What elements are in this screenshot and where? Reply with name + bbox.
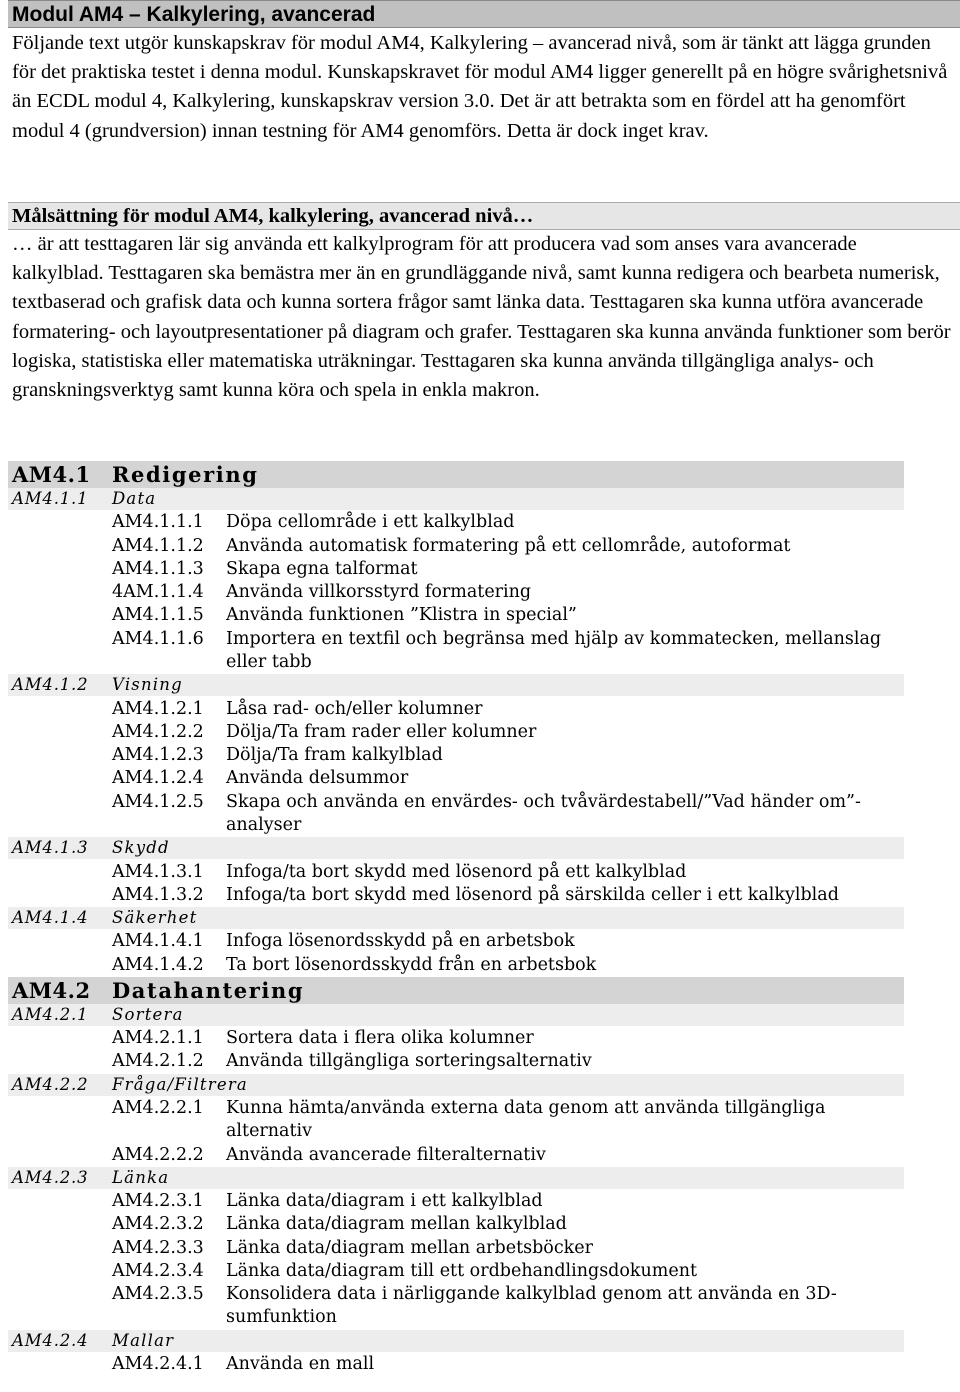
item-code: AM4.1.3.1: [112, 861, 204, 882]
item-code: AM4.2.3.1: [112, 1191, 204, 1211]
item-code: AM4.1.1.5: [112, 605, 204, 626]
section-name: Datahantering: [112, 977, 305, 1003]
subsection-heading: [8, 907, 904, 929]
sub-name: Visning: [112, 675, 183, 695]
sub-name: Mallar: [112, 1330, 175, 1350]
item-name: Använda avancerade filteralternativ: [226, 1144, 546, 1165]
goal-paragraph: … är att testtagaren lär sig använda ett kalkylprogram för att producera vad som anses vara avancerade kalkylblad. Testtagaren ska bemästra mer än en grundläggande nivå, samt kunna redigera och bearbeta numerisk, textbaserad och grafisk data och kunna sortera frågor samt länka data. Testtagaren ska kunna utföra avancerade formatering- och layoutpresentationer på diagram och grafer. Testtagaren ska kunna använda funktioner som berör logiska, statistiska eller matematiska uträkningar. Testtagaren ska kunna använda tillgängliga analys- och granskningsverktyg samt kunna köra och spela in enkla makron.: [12, 233, 951, 402]
subsection-heading: [8, 1167, 904, 1189]
item-name: Dölja/Ta fram rader eller kolumner: [226, 721, 537, 742]
item-name: Infoga lösenordsskydd på en arbetsbok: [226, 931, 575, 952]
item-name: Använda funktionen ”Klistra in special”: [226, 605, 577, 626]
item-name: Använda automatisk formatering på ett cellområde, autoformat: [226, 535, 791, 556]
item-name: Skapa och använda en envärdes- och tvåvärdestabell/”Vad händer om”-analyser: [226, 791, 861, 835]
item-code: AM4.2.3.5: [112, 1284, 204, 1305]
item-code: AM4.2.2.1: [112, 1097, 204, 1118]
item-code: AM4.2.3.3: [112, 1237, 204, 1258]
item-code: AM4.1.1.3: [112, 558, 204, 579]
item-name: Döpa cellområde i ett kalkylblad: [226, 512, 515, 533]
sub-name: Sortera: [112, 1004, 184, 1024]
item-name: Länka data/diagram till ett ordbehandlingsdokument: [226, 1260, 698, 1281]
subsection-heading: [8, 1074, 904, 1096]
item-name: Länka data/diagram mellan arbetsböcker: [226, 1237, 593, 1258]
item-name: Konsolidera data i närliggande kalkylblad genom att använda en 3D-sumfunktion: [226, 1284, 837, 1328]
section-name: Redigering: [112, 462, 259, 487]
section-code: AM4.2: [12, 977, 91, 1003]
subsection-heading: [8, 1330, 904, 1352]
item-code: AM4.2.1.2: [112, 1051, 204, 1072]
item-name: Skapa egna talformat: [226, 558, 418, 579]
item-code: AM4.2.1.1: [112, 1028, 204, 1049]
item-name: Sortera data i flera olika kolumner: [226, 1028, 534, 1049]
item-name: Infoga/ta bort skydd med lösenord på särskilda celler i ett kalkylblad: [226, 884, 839, 905]
item-name: Länka data/diagram mellan kalkylblad: [226, 1214, 567, 1235]
section-heading: [8, 977, 904, 1004]
sub-code: AM4.1.1: [12, 489, 89, 508]
sub-code: AM4.1.3: [12, 838, 89, 858]
sub-name: Säkerhet: [112, 908, 198, 928]
item-code: AM4.1.2.4: [112, 768, 204, 789]
item-name: Länka data/diagram i ett kalkylblad: [226, 1191, 543, 1211]
item-name: Använda villkorsstyrd formatering: [226, 582, 532, 603]
item-code: AM4.1.2.2: [112, 721, 204, 742]
sub-code: AM4.1.2: [12, 675, 89, 695]
item-name: Infoga/ta bort skydd med lösenord på ett kalkylblad: [226, 861, 687, 882]
item-code: AM4.1.4.2: [112, 954, 204, 975]
sub-code: AM4.1.4: [12, 908, 89, 928]
item-code: AM4.1.4.1: [112, 931, 204, 952]
item-name: Kunna hämta/använda externa data genom att använda tillgängliga alternativ: [226, 1097, 826, 1142]
sub-code: AM4.2.2: [12, 1074, 89, 1094]
item-name: Använda delsummor: [226, 768, 409, 789]
item-code: AM4.1.1.6: [112, 628, 204, 649]
item-name: Låsa rad- och/eller kolumner: [226, 698, 483, 719]
subsection-heading: [8, 837, 904, 859]
sub-code: AM4.2.1: [12, 1004, 89, 1024]
item-name: Dölja/Ta fram kalkylblad: [226, 745, 443, 766]
sub-name: Länka: [112, 1167, 170, 1187]
item-name: Använda tillgängliga sorteringsalternativ: [226, 1051, 592, 1072]
subsection-heading: [8, 488, 904, 510]
item-code: AM4.2.3.2: [112, 1214, 204, 1235]
sub-code: AM4.2.4: [12, 1330, 89, 1350]
goal-heading: Målsättning för modul AM4, kalkylering, avancerad nivå…: [8, 202, 960, 230]
sub-name: Data: [112, 489, 157, 508]
subsection-heading: [8, 674, 904, 696]
item-code: 4AM.1.1.4: [112, 582, 204, 603]
item-code: AM4.1.1.1: [112, 512, 204, 533]
item-name: Använda en mall: [226, 1354, 375, 1374]
sub-code: AM4.2.3: [12, 1167, 89, 1187]
item-code: AM4.1.2.1: [112, 698, 204, 719]
item-code: AM4.1.3.2: [112, 884, 204, 905]
intro-paragraph: Följande text utgör kunskapskrav för modul AM4, Kalkylering – avancerad nivå, som är tänkt att lägga grunden för det praktiska testet i denna modul. Kunskapskravet för modul AM4 ligger generellt på en högre svårighetsnivå än ECDL modul 4, Kalkylering, kunskapskrav version 3.0. Det är att betrakta som en fördel att ha genomfört modul 4 (grundversion) innan testning för AM4 genomförs. Detta är dock inget krav.: [12, 32, 948, 142]
section-code: AM4.1: [12, 462, 91, 487]
item-code: AM4.1.1.2: [112, 535, 204, 556]
item-name: Importera en textfil och begränsa med hjälp av kommatecken, mellanslag eller tabb: [226, 628, 882, 672]
section-heading: [8, 461, 904, 488]
item-code: AM4.1.2.5: [112, 791, 204, 812]
sub-name: Fråga/Filtrera: [112, 1074, 248, 1094]
item-code: AM4.2.3.4: [112, 1260, 204, 1281]
item-code: AM4.2.4.1: [112, 1354, 204, 1374]
sub-name: Skydd: [112, 838, 170, 858]
item-code: AM4.2.2.2: [112, 1144, 204, 1165]
module-title: Modul AM4 – Kalkylering, avancerad: [8, 0, 960, 28]
subsection-heading: [8, 1004, 904, 1026]
item-code: AM4.1.2.3: [112, 745, 204, 766]
item-name: Ta bort lösenordsskydd från en arbetsbok: [226, 954, 597, 975]
